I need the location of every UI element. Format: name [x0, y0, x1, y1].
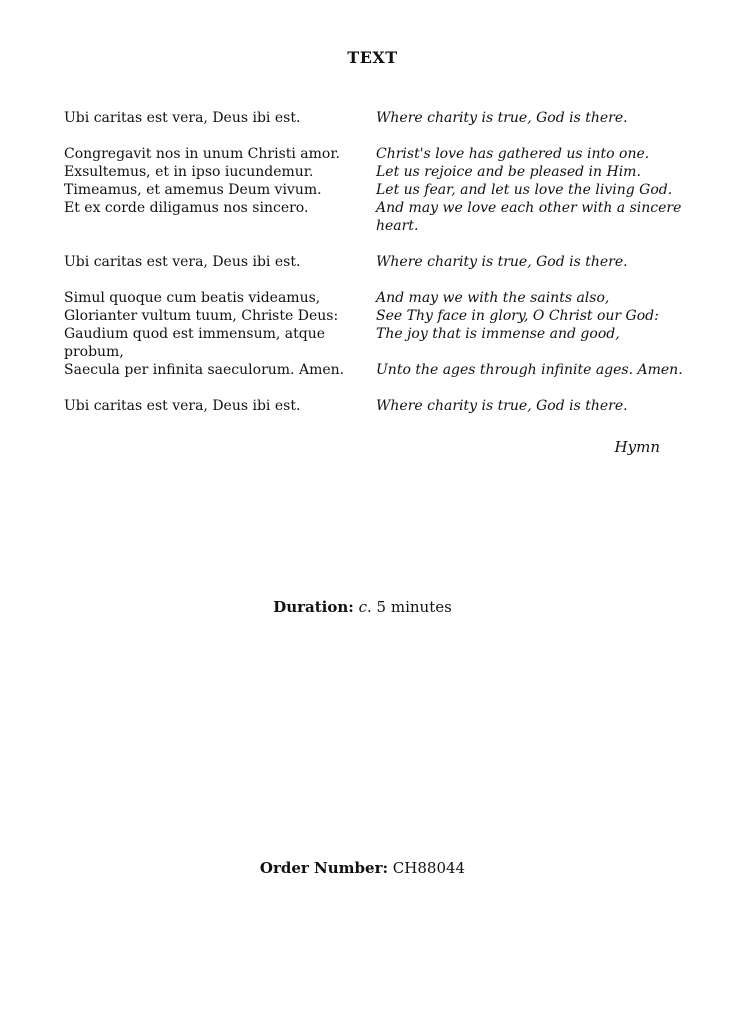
- verse-row: [64, 361, 684, 379]
- latin-line: Glorianter vultum tuum, Christe Deus:: [64, 308, 339, 324]
- english-line: See Thy face in glory, O Christ our God:: [376, 308, 659, 324]
- hymn-text-block: [64, 109, 684, 433]
- english-line: The joy that is immense and good,: [376, 326, 620, 342]
- verse-row: [64, 145, 684, 163]
- latin-line: Congregavit nos in unum Christi amor.: [64, 146, 340, 162]
- verse-row: [64, 307, 684, 325]
- verse-row: [64, 397, 684, 415]
- latin-line: Et ex corde diligamus nos sincero.: [64, 200, 309, 216]
- verse-row: [64, 199, 684, 235]
- latin-line: Ubi caritas est vera, Deus ibi est.: [64, 398, 301, 414]
- english-line: And may we love each other with a sincere heart.: [376, 200, 682, 234]
- latin-line: Ubi caritas est vera, Deus ibi est.: [64, 110, 301, 126]
- english-line: Let us fear, and let us love the living God.: [376, 182, 673, 198]
- english-line: Where charity is true, God is there.: [376, 254, 628, 270]
- stanza: [64, 109, 684, 127]
- verse-row: [64, 109, 684, 127]
- page-title: TEXT: [347, 48, 398, 67]
- english-line: Let us rejoice and be pleased in Him.: [376, 164, 641, 180]
- stanza: [64, 253, 684, 271]
- latin-line: Saecula per infinita saeculorum. Amen.: [64, 362, 345, 378]
- duration-line: [0, 598, 725, 616]
- stanza: [64, 289, 684, 379]
- duration-value: 5 minutes: [376, 598, 452, 616]
- verse-row: [64, 163, 684, 181]
- latin-line: Exsultemus, et in ipso iucundemur.: [64, 164, 314, 180]
- verse-row: [64, 181, 684, 199]
- latin-line: Simul quoque cum beatis videamus,: [64, 290, 321, 306]
- stanza: [64, 397, 684, 415]
- verse-row: [64, 325, 684, 361]
- latin-line: Gaudium quod est immensum, atque probum,: [64, 326, 326, 360]
- verse-row: [64, 253, 684, 271]
- stanza: [64, 145, 684, 235]
- latin-line: Timeamus, et amemus Deum vivum.: [64, 182, 322, 198]
- duration-label: Duration:: [273, 598, 354, 616]
- duration-approx: c.: [358, 598, 372, 616]
- english-line: And may we with the saints also,: [376, 290, 610, 306]
- order-number-value: CH88044: [392, 859, 466, 877]
- english-line: Where charity is true, God is there.: [376, 110, 628, 126]
- english-line: Christ's love has gathered us into one.: [376, 146, 650, 162]
- english-line: Unto the ages through infinite ages. Amen.: [376, 362, 683, 378]
- attribution: Hymn: [614, 438, 660, 456]
- english-line: Where charity is true, God is there.: [376, 398, 628, 414]
- order-number-label: Order Number:: [259, 859, 389, 877]
- latin-line: Ubi caritas est vera, Deus ibi est.: [64, 254, 301, 270]
- verse-row: [64, 289, 684, 307]
- order-number-line: [0, 859, 725, 877]
